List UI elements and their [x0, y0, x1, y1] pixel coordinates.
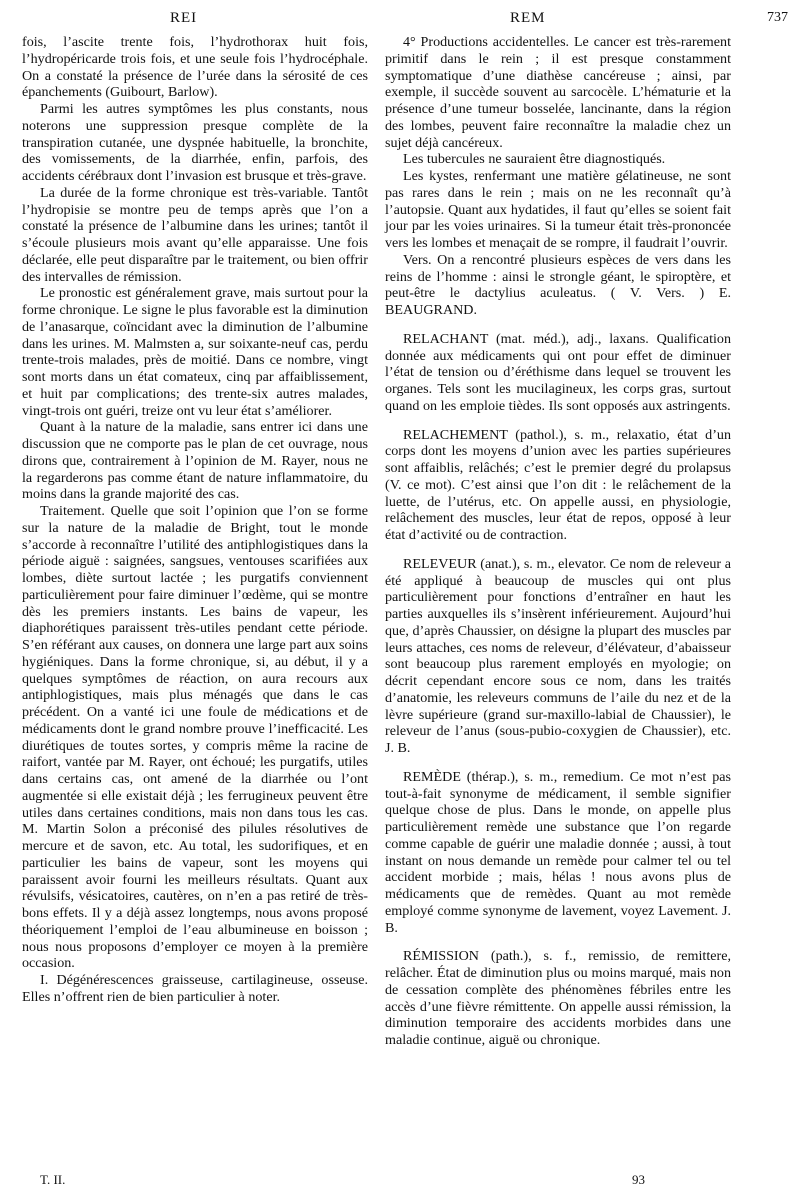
page-number: 737	[767, 10, 788, 25]
paragraph: Les kystes, renfermant une matière gélatineuse, ne sont pas rares dans le rein ; mais on ne les reconnaît qu’à l’autopsie. Quant aux hydatides, il faut qu’elles se soient fait jour par les voies urinaires. Si la tumeur était très-prononcée vers les lombes et menaçait de se rompre, il faudrait l’ouvrir.	[385, 168, 731, 251]
paragraph: Parmi les autres symptômes les plus constants, nous noterons une suppression presque complète de la transpiration cutanée, une dyspnée habituelle, la bronchite, des vomissements, de la diarrhée, enfin, parfois, des accidents cérébraux dont l’invasion est brusque et très-grave.	[22, 101, 368, 184]
paragraph: Le pronostic est généralement grave, mais surtout pour la forme chronique. Le signe le plus favorable est la diminution de l’anasarque, coïncidant avec la diminution de l’albumine dans les urines. M. Malmsten a, sur soixante-neuf cas, perdu trente-trois malades, près de moitié. Dans ce nombre, vingt sont morts dans un état comateux, cinq par affaiblissement, et huit par complications; des trente-six autres malades, vingt-trois ont guéri, treize ont vu leur état s’améliorer.	[22, 285, 368, 419]
paragraph: I. Dégénérescences graisseuse, cartilagineuse, osseuse. Elles n’offrent rien de bien particulier à noter.	[22, 972, 368, 1005]
entry-relachement: RELACHEMENT (pathol.), s. m., relaxatio, état d’un corps dont les moyens d’union avec les parties supérieures sont affaiblis, relâchés; c’est le premier degré du prolapsus (V. ce mot). C’est ainsi que l’on dit : le relâchement de la luette, de l’utérus, etc. On appelle aussi, en physiologie, relâchement des muscles, leur état de repos, opposé à leur état d’activité ou de contraction.	[385, 426, 731, 543]
paragraph: Quant à la nature de la maladie, sans entrer ici dans une discussion que ne comporte pas le plan de cet ouvrage, nous dirons que, contrairement à l’opinion de M. Rayer, nous ne la regarderons pas comme étant de nature inflammatoire, du moins dans la grande majorité des cas.	[22, 419, 368, 503]
signature-mark: 93	[632, 1172, 645, 1187]
running-head-left: REI	[170, 10, 198, 26]
paragraph: Traitement. Quelle que soit l’opinion que l’on se forme sur la nature de la maladie de Bright, tout le monde s’accorde à reconnaître l’utilité des antiphlogistiques dans la période aiguë : saignées, sangsues, ventouses scarifiées aux lombes, diète surtout lactée ; les purgatifs conviennent particulièrement pour faire diminuer l’œdème, qui se montre dès les premiers instants. Les bains de vapeur, les diaphorétiques paraissent très-utiles pendant cette période. S’en référant aux causes, on donnera une large part aux soins hygiéniques. Dans la forme chronique, si, au début, il y a quelques symptômes de réaction, on aura recours aux antiphlogistiques, mais plus ménagés que dans le cas précédent. On a vanté ici une foule de médications et de médicaments dont le grand nombre prouve l’inefficacité. Les diurétiques de toutes sortes, y compris même la racine de raifort, vantée par M. Rayer, ont échoué; les purgatifs, utiles dans certains cas, ont amené de la diarrhée ou l’ont augmentée si elle existait déjà ; les ferrugineux peuvent être utiles dans certaines conditions, mais non dans tous les cas. M. Martin Solon a préconisé des pilules résolutives de mercure et de savon, etc. Au total, les sudorifiques, et en particulier les bains de vapeur, sont les moyens qui paraissent avoir fourni les meilleurs résultats. Quant aux révulsifs, vésicatoires, cautères, on n’en a pas retiré de très-bons effets. Il y a déjà assez longtemps, nous avons proposé théoriquement l’emploi de l’eau albumineuse en boisson ; nous nous proposons d’employer ce moyen à la première occasion.	[22, 503, 368, 972]
paragraph: Vers. On a rencontré plusieurs espèces de vers dans les reins de l’homme : ainsi le strongle géant, le spiroptère, et peut-être le dactylius aculeatus. ( V. Vers. ) E. BEAUGRAND.	[385, 251, 731, 318]
paragraph: La durée de la forme chronique est très-variable. Tantôt l’hydropisie se montre peu de temps après que l’on a constaté la présence de l’albumine dans les urines; tantôt il s’écoule plusieurs mois avant qu’elle apparaisse. Une fois déclarée, elle peut disparaître par le traitement, ou bien offrir des intervalles de rémission.	[22, 184, 368, 285]
running-head-right: REM	[510, 10, 546, 26]
left-column	[22, 34, 368, 1006]
paragraph: fois, l’ascite trente fois, l’hydrothorax huit fois, l’hydropéricarde trois fois, et une seule fois l’hydrocéphale. On a constaté la présence de l’urée dans la sérosité de ces épanchements (Guibourt, Barlow).	[22, 34, 368, 101]
entry-remission: RÉMISSION (path.), s. f., remissio, de remittere, relâcher. État de diminution plus ou moins marqué, mais non de cessation complète des phénomènes fébriles entre les accès d’une fièvre rémittente. On appelle aussi rémission, la diminution temporaire des accidents morbides dans une maladie continue, aiguë ou chronique.	[385, 948, 731, 1048]
paragraph: 4° Productions accidentelles. Le cancer est très-rarement primitif dans le rein ; il est presque constamment symptomatique d’une diathèse cancéreuse ; ainsi, par exemple, il succède souvent au sarcocèle. L’hématurie et la présence d’une tumeur bosselée, lancinante, dans la région des lombes, peuvent faire reconnaître la maladie chez un sujet déjà cancéreux.	[385, 34, 731, 151]
paragraph: Les tubercules ne sauraient être diagnostiqués.	[403, 151, 666, 168]
right-column	[385, 34, 731, 1049]
entry-relachant: RELACHANT (mat. méd.), adj., laxans. Qualification donnée aux médicaments qui ont pour effet de diminuer l’état de tension ou d’éréthisme dans lequel se trouvent les organes. Tels sont les mucilagineux, les corps gras, surtout quand on les emploie tièdes. Ils sont opposés aux astringents.	[385, 330, 731, 414]
entry-remede: REMÈDE (thérap.), s. m., remedium. Ce mot n’est pas tout-à-fait synonyme de médicament, il semble signifier quelque chose de plus. Dans le monde, on appelle plus particulièrement remède une substance que l’on regarde comme capable de guérir une maladie donnée ; aussi, à tout instant on nous demande un remède pour calmer tel ou tel accident morbide ; mais, hélas ! nous avons plus de médicaments que de remèdes. Quant au mot remède employé comme synonyme de lavement, voyez Lavement. J. B.	[385, 768, 731, 936]
volume-mark: T. II.	[40, 1172, 66, 1187]
entry-releveur: RELEVEUR (anat.), s. m., elevator. Ce nom de releveur a été appliqué à beaucoup de muscles qui ont plus particulièrement pour fonctions d’entraîner en haut les parties auxquelles ils s’insèrent inférieurement. Aujourd’hui que, d’après Chaussier, on désigne la plupart des muscles par leurs attaches, ces noms de releveur, d’élévateur, d’abaisseur sont beaucoup plus rarement employés en myologie; on décrit cependant encore sous ce nom, dans les traités d’anatomie, les releveurs communs de l’aile du nez et de la lèvre supérieure (grand sur-maxillo-labial de Chaussier), le releveur de l’anus (sous-pubio-coxygien de Chaussier), etc. J. B.	[385, 555, 731, 756]
